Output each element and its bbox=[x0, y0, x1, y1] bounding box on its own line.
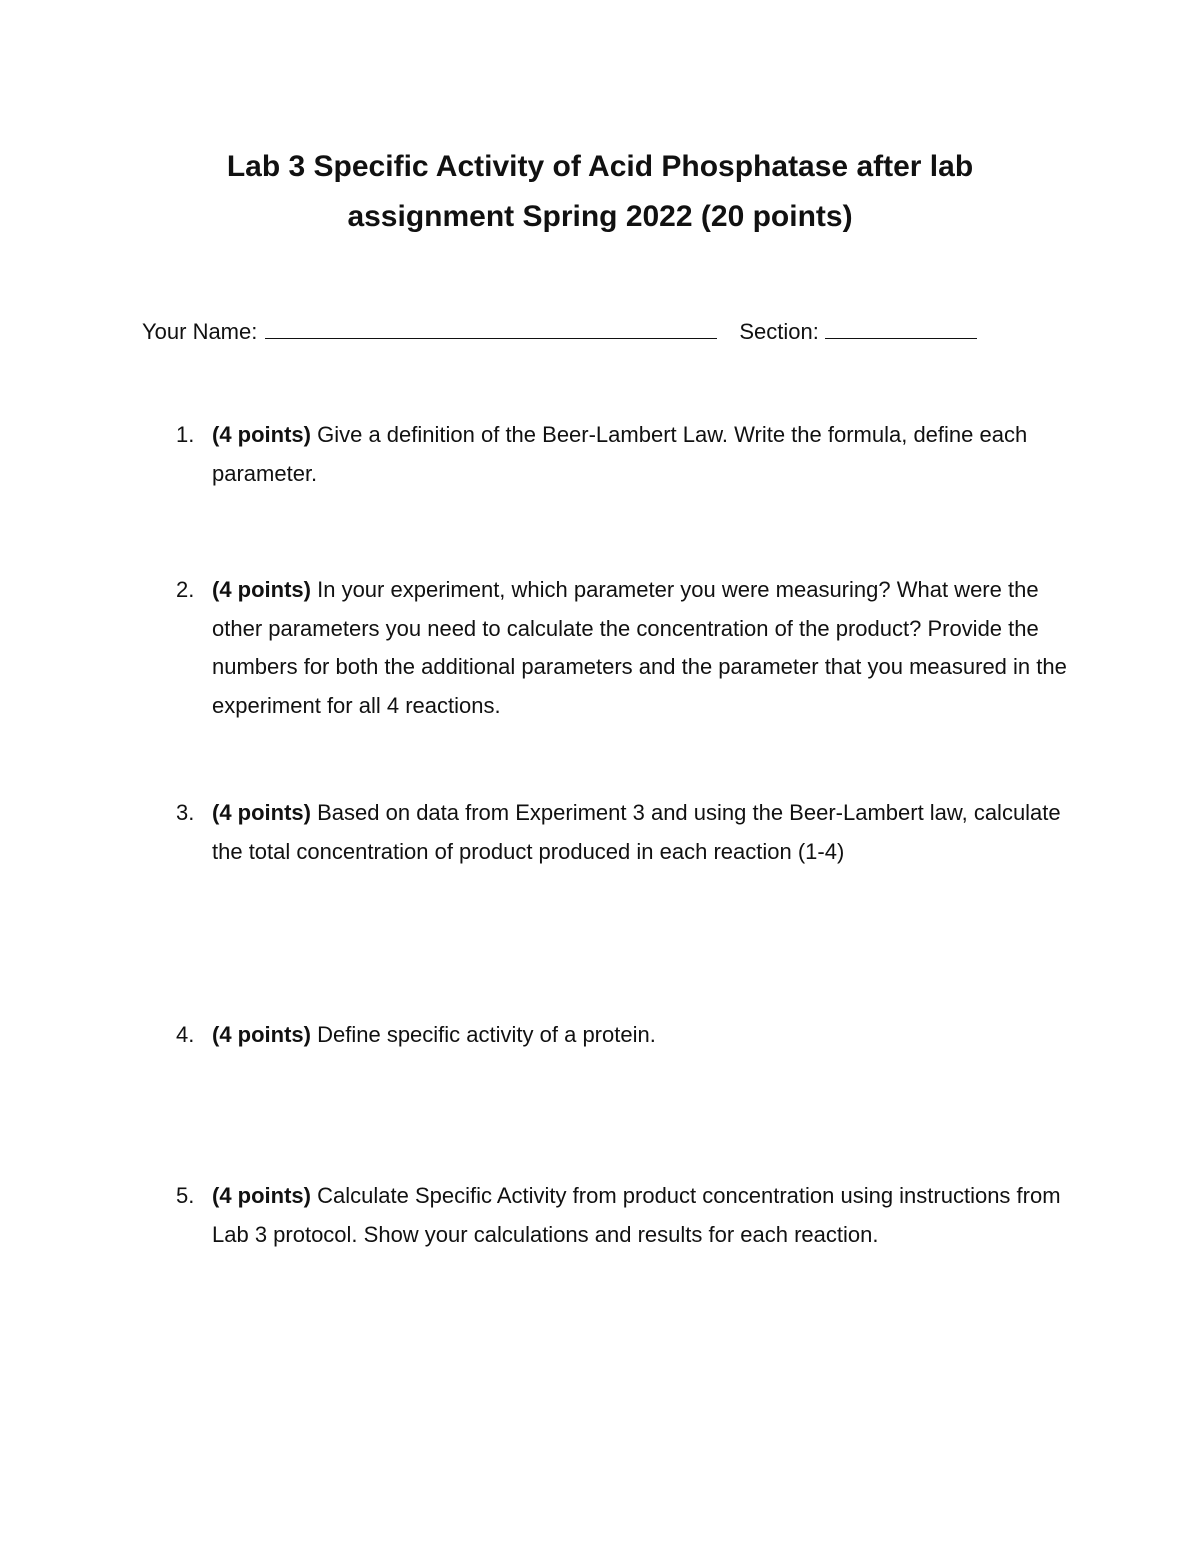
document-title bbox=[0, 142, 1200, 242]
question-number: 3. bbox=[176, 800, 195, 825]
question-3 bbox=[176, 794, 1076, 871]
question-number: 5. bbox=[176, 1183, 195, 1208]
question-points: (4 points) bbox=[212, 422, 311, 447]
title-line-2: assignment Spring 2022 (20 points) bbox=[347, 200, 853, 233]
question-points: (4 points) bbox=[212, 1183, 311, 1208]
question-text: Calculate Specific Activity from product concentration using instructions from Lab 3 protocol. Show your calculations and results for each reaction. bbox=[212, 1183, 1061, 1247]
name-label: Your Name: bbox=[142, 319, 258, 344]
question-2 bbox=[176, 571, 1076, 725]
question-points: (4 points) bbox=[212, 1022, 311, 1047]
name-section-line bbox=[142, 312, 977, 350]
name-blank[interactable] bbox=[265, 312, 717, 339]
question-number: 4. bbox=[176, 1022, 195, 1047]
question-text-block bbox=[212, 416, 1076, 493]
question-text: Define specific activity of a protein. bbox=[311, 1022, 656, 1047]
question-text-block bbox=[212, 794, 1076, 871]
section-label: Section: bbox=[739, 319, 819, 344]
question-number: 1. bbox=[176, 422, 195, 447]
question-text: Give a definition of the Beer-Lambert Law. Write the formula, define each parameter. bbox=[212, 422, 1028, 486]
question-5 bbox=[176, 1177, 1076, 1254]
title-line-1: Lab 3 Specific Activity of Acid Phosphatase after lab bbox=[226, 150, 974, 183]
question-text: Based on data from Experiment 3 and using the Beer-Lambert law, calculate the total concentration of product produced in each reaction (1-4) bbox=[212, 800, 1061, 864]
section-blank[interactable] bbox=[825, 312, 977, 339]
question-text-block bbox=[212, 1016, 1076, 1055]
question-points: (4 points) bbox=[212, 800, 311, 825]
question-text: In your experiment, which parameter you were measuring? What were the other parameters you need to calculate the concentration of the product? Provide the numbers for both the additional parameters and the parameter that you measured in the experiment for all 4 reactions. bbox=[212, 577, 1067, 718]
question-4 bbox=[176, 1016, 1076, 1055]
question-number: 2. bbox=[176, 577, 195, 602]
question-points: (4 points) bbox=[212, 577, 311, 602]
question-1 bbox=[176, 416, 1076, 493]
question-text-block bbox=[212, 571, 1076, 725]
question-text-block bbox=[212, 1177, 1076, 1254]
